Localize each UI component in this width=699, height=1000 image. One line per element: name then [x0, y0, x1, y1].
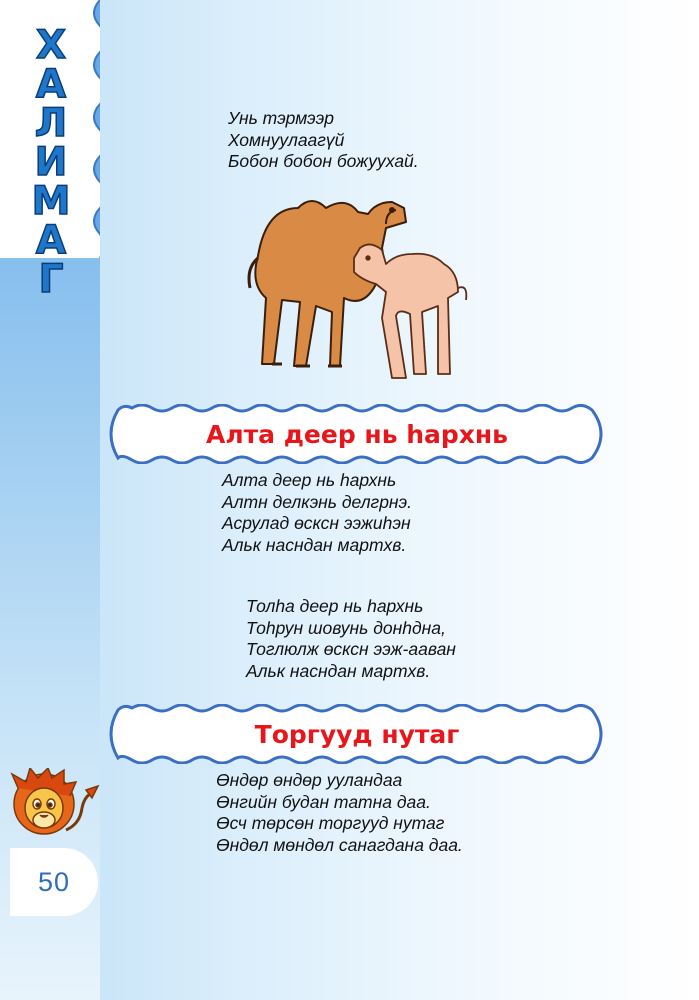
verse-line: Асрулад өсксн ээжиһэн — [222, 513, 411, 534]
verse-line: Хомнуулаагүй — [228, 129, 345, 150]
verse-line: Өнгийн будан татна даа. — [216, 791, 431, 812]
verse-line: Толһа деер нь һархнь — [246, 596, 424, 616]
lion-mascot-icon — [10, 768, 100, 854]
section-title-1: Алта деер нь һархнь — [206, 419, 508, 449]
side-title-text: ХАЛИМАГ — [31, 23, 71, 302]
section-banner-1 — [102, 404, 612, 464]
section-title-2: Торгууд нутаг — [254, 719, 460, 749]
verse-line: Тоһрун шовунь донһдна, — [246, 617, 446, 638]
verse-line: Өсч төрсөн торгууд нутаг — [216, 813, 445, 834]
verse-line: Тоглюлж өсксн ээж-ааван — [246, 639, 456, 660]
verse-line: Өндөр өндөр ууландаа — [216, 770, 403, 790]
verse-line: Бобон бобон божуухай. — [228, 151, 419, 172]
page-number: 50 — [10, 848, 98, 916]
stanza-2 — [246, 596, 456, 682]
camels-illustration — [236, 188, 472, 388]
verse-line: Өндөл мөндөл санагдана даа. — [216, 834, 463, 855]
stanza-1 — [222, 470, 412, 556]
side-title-panel — [0, 0, 100, 302]
verse-line: Альк насндан мартхв. — [246, 660, 431, 681]
verse-1 — [228, 108, 419, 173]
verse-line: Алтн делкэнь делгрнэ. — [222, 491, 413, 512]
stanza-3 — [216, 770, 463, 856]
verse-line: Альк насндан мартхв. — [222, 534, 407, 555]
verse-line: Алта деер нь һархнь — [222, 470, 397, 490]
section-banner-2 — [102, 704, 612, 764]
verse-line: Унь тэрмээр — [228, 108, 334, 128]
